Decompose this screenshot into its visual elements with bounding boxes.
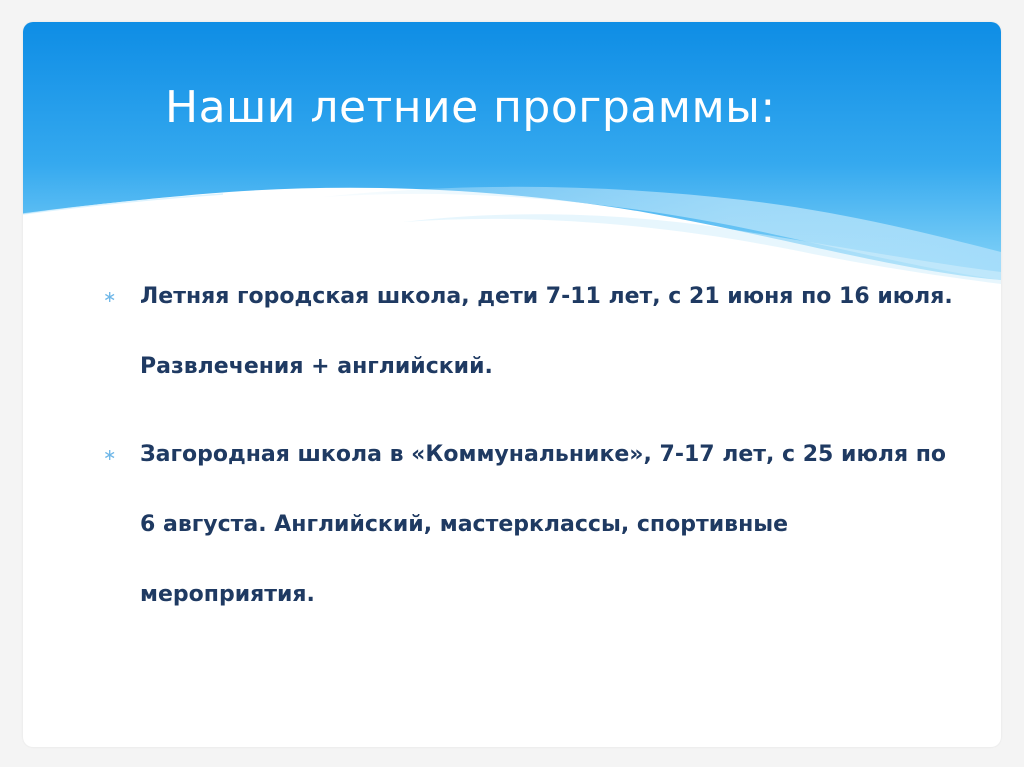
bullet-item <box>103 262 963 402</box>
bullet-list <box>103 262 963 630</box>
asterisk-icon: ∗ <box>103 287 117 306</box>
bullet-item <box>103 420 963 630</box>
slide-title: Наши летние программы: <box>165 82 776 133</box>
slide <box>23 22 1001 747</box>
asterisk-icon: ∗ <box>103 445 117 464</box>
bullet-text: Летняя городская школа, дети 7-11 лет, с 21 июня по 16 июля. Развлечения + английский. <box>140 284 953 379</box>
bullet-text: Загородная школа в «Коммунальнике», 7-17 лет, с 25 июля по 6 августа. Английский, мастерклассы, спортивные мероприятия. <box>140 442 947 607</box>
